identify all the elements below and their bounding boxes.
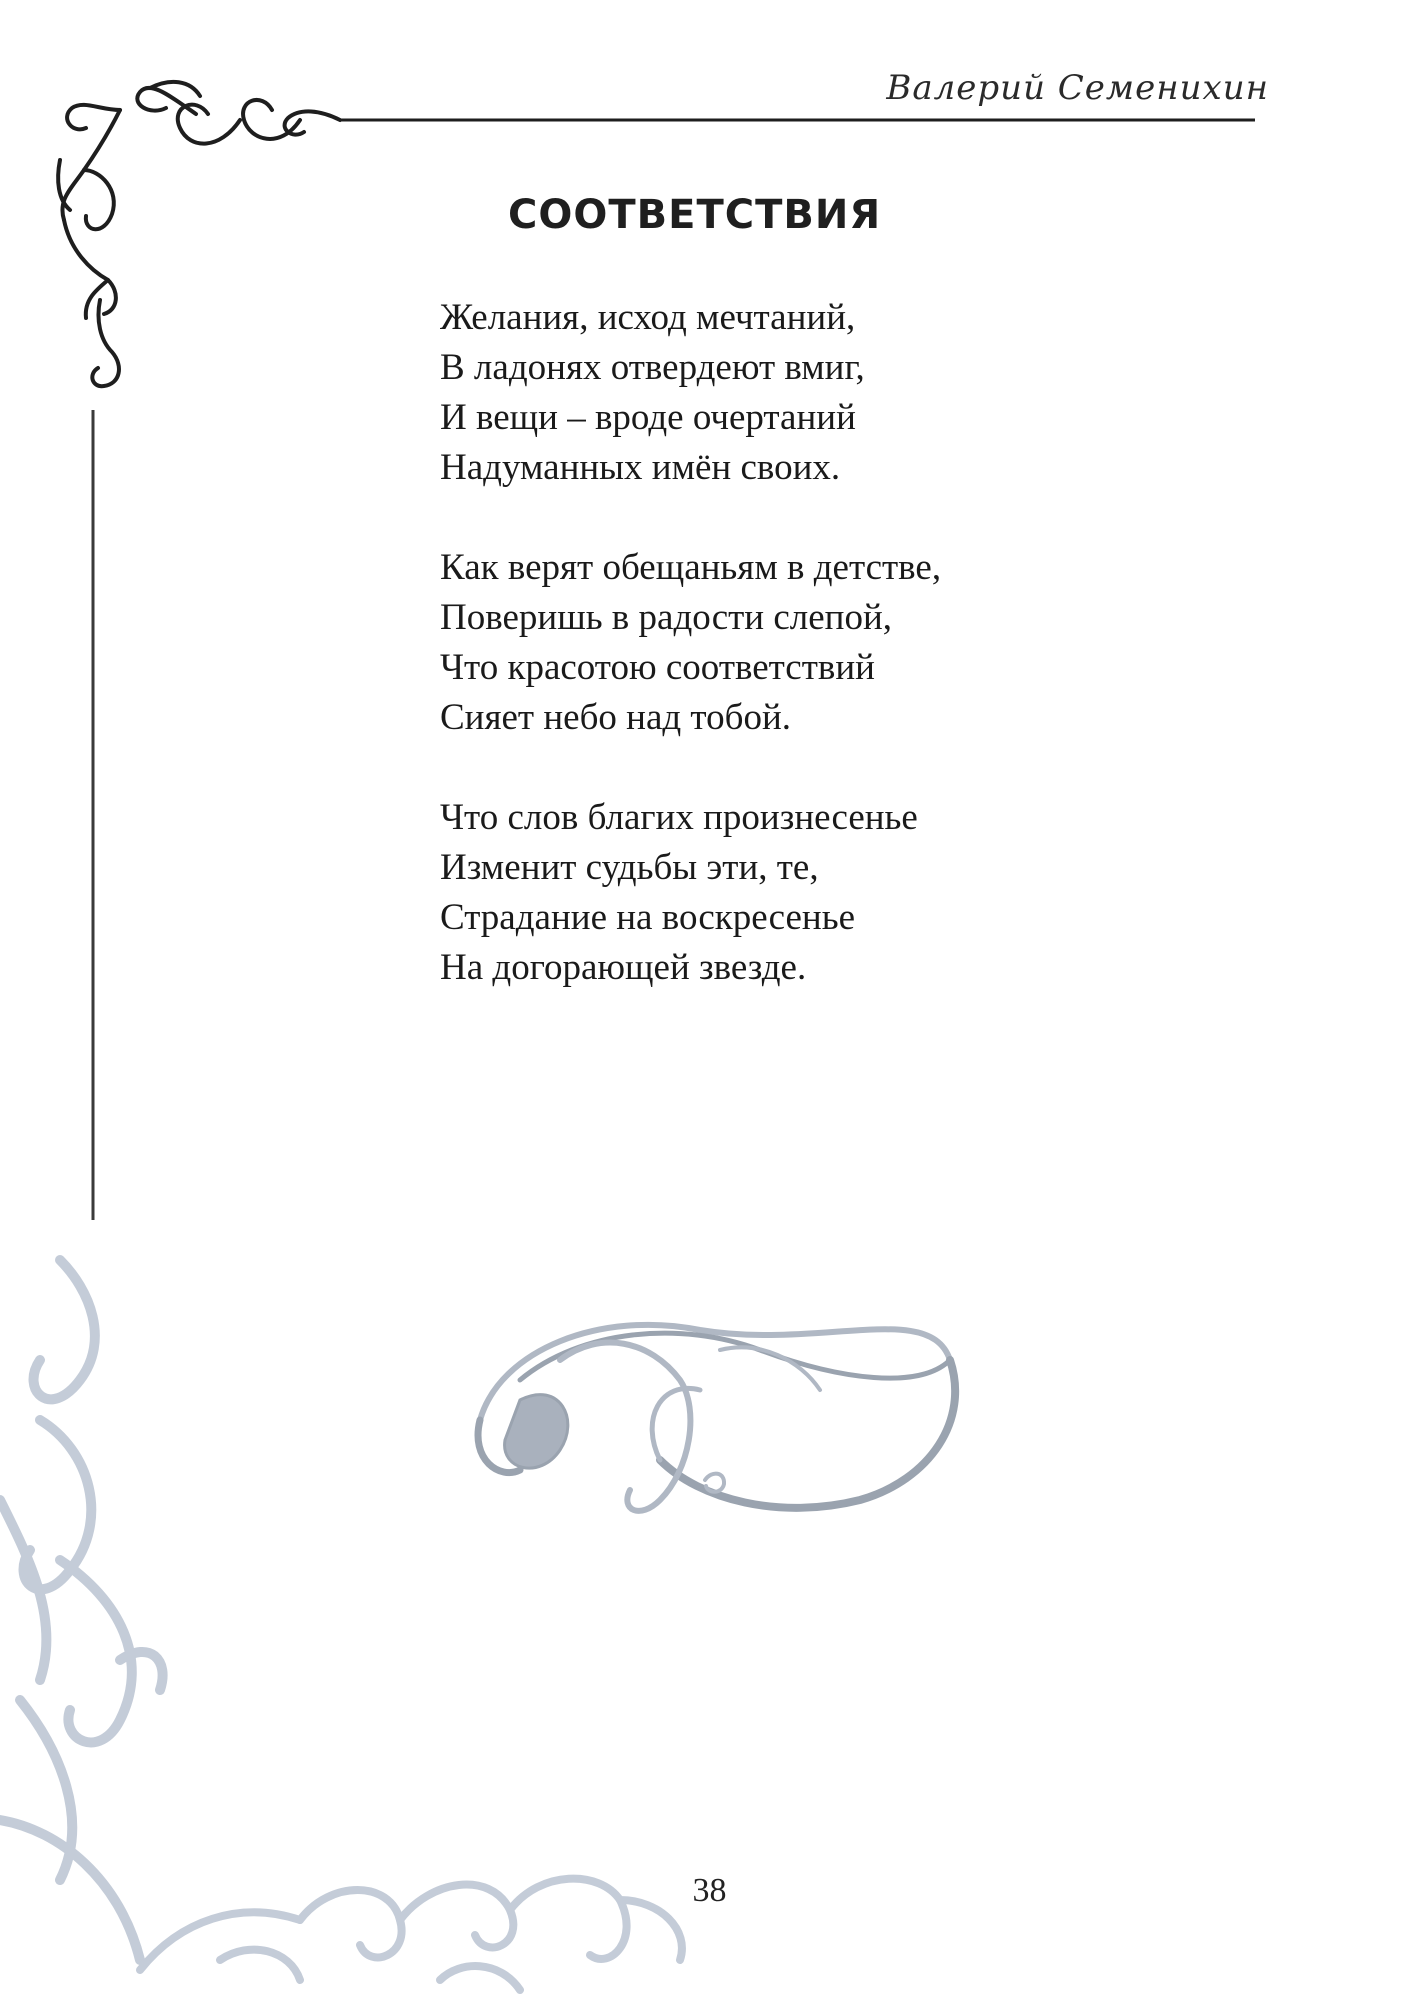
poem-line: И вещи – вроде очертаний	[440, 397, 856, 438]
running-header-author: Валерий Семенихин	[886, 68, 1269, 108]
poem-line: Страдание на воскресенье	[440, 897, 856, 938]
page-number: 38	[692, 1872, 727, 1909]
poem-line: На догорающей звезде.	[440, 947, 807, 988]
poem-line: Сияет небо над тобой.	[440, 697, 791, 738]
poem-line: Надуманных имён своих.	[440, 447, 841, 488]
center-swirl-icon	[478, 1325, 955, 1511]
poem-body	[440, 293, 1140, 1043]
poem-line: Что красотою соответствий	[440, 647, 875, 688]
stanza	[440, 293, 1140, 493]
stanza	[440, 543, 1140, 743]
poem-line: В ладонях отвердеют вмиг,	[440, 347, 865, 388]
stanza	[440, 793, 1140, 993]
corner-flourish-icon	[58, 82, 340, 386]
poem-line: Что слов благих произнесенье	[440, 797, 918, 838]
poem-line: Поверишь в радости слепой,	[440, 597, 893, 638]
left-swirl-icon	[0, 1260, 163, 1960]
poem-title: СООТВЕТСТВИЯ	[508, 192, 882, 238]
poem-line: Изменит судьбы эти, те,	[440, 847, 819, 888]
poem-line: Желания, исход мечтаний,	[440, 297, 856, 338]
poem-line: Как верят обещаньям в детстве,	[440, 547, 942, 588]
